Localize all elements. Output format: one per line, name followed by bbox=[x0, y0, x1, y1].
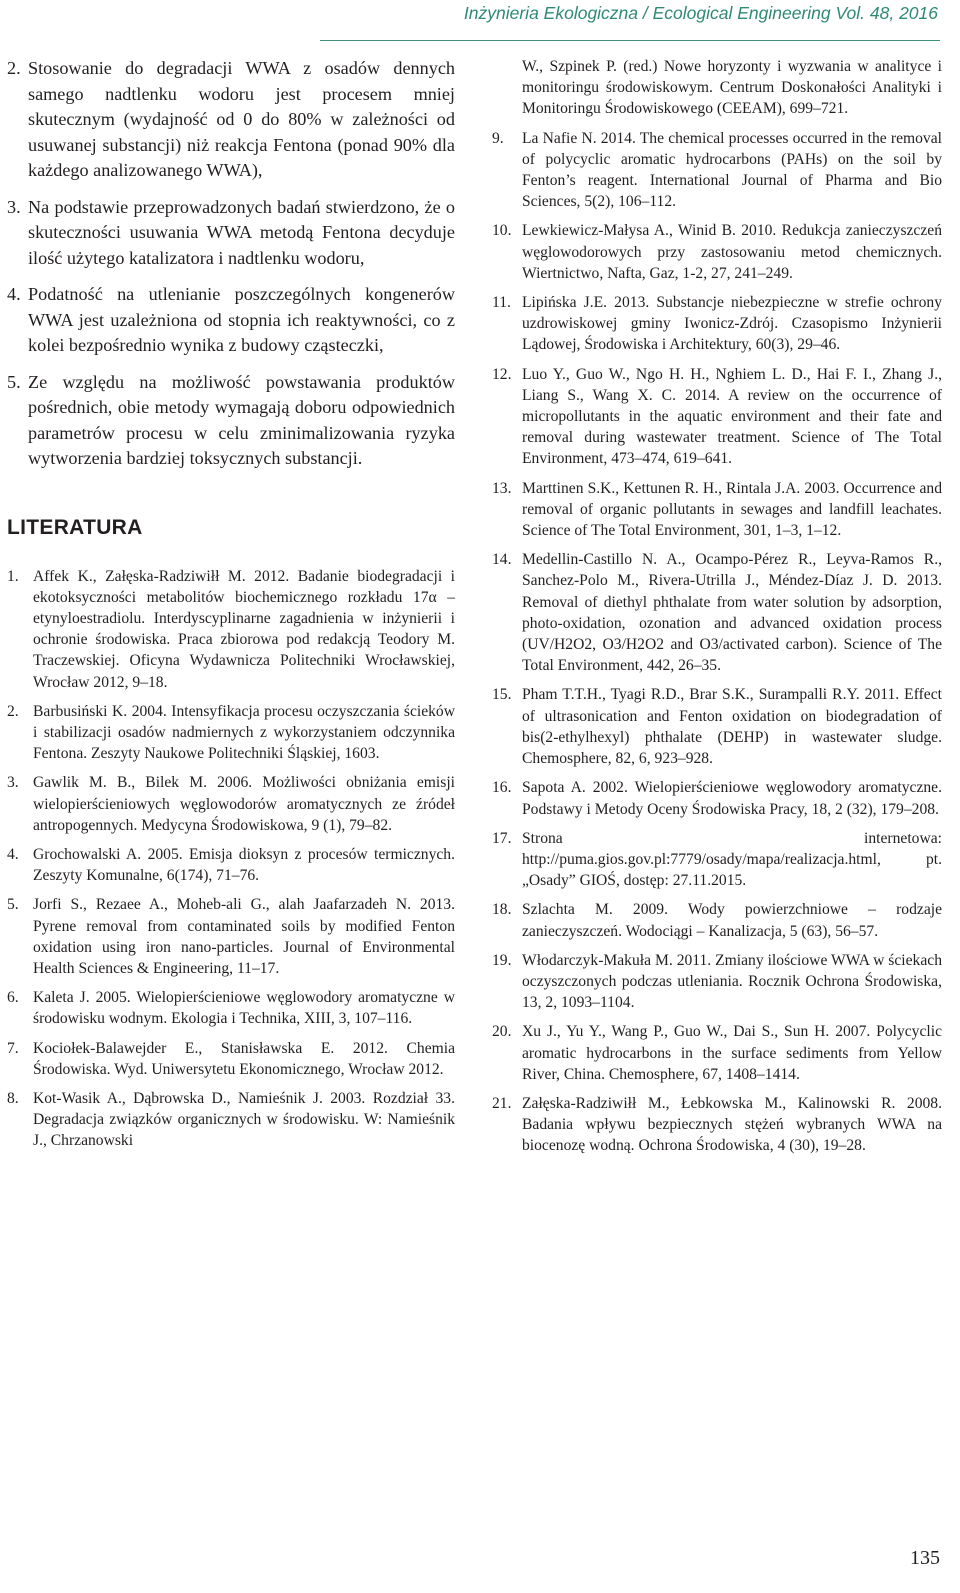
literature-heading: LITERATURA bbox=[7, 515, 143, 539]
left-column bbox=[7, 56, 455, 1160]
reference-text: Włodarczyk-Makuła M. 2011. Zmiany ilościowe WWA w ściekach oczyszczonych podczas utleniania. Rocznik Ochrona Środowiska, 13, 2, 1093–1104. bbox=[522, 951, 942, 1012]
reference-item bbox=[7, 566, 455, 693]
reference-item bbox=[7, 1038, 455, 1080]
reference-text: Medellin-Castillo N. A., Ocampo-Pérez R., Leyva-Ramos R., Sanchez-Polo M., Rivera-Utrilla J., Méndez-Díaz J. D. 2013. Removal of diethyl phthalate from water solution by adsorption, photo-oxidation, ozonation and advanced oxidation process (UV/H2O2, O3/H2O2 and O3/activated carbon). Science of The Total Environment, 442, 26–35. bbox=[522, 551, 942, 675]
reference-number: 14. bbox=[492, 551, 512, 569]
reference-number: 1. bbox=[7, 567, 19, 585]
reference-item bbox=[492, 478, 942, 542]
conclusion-item bbox=[7, 56, 455, 184]
reference-text: Załęska-Radziwiłł M., Łebkowska M., Kalinowski R. 2008. Badania wpływu bezpiecznych stężeń wybranych WWA na biocenozę wodną. Ochrona Środowiska, 4 (30), 19–28. bbox=[522, 1094, 942, 1155]
reference-item bbox=[492, 1093, 942, 1157]
reference-number: 20. bbox=[492, 1023, 512, 1041]
reference-text: Kaleta J. 2005. Wielopierścieniowe węglowodory aromatyczne w środowisku wodnym. Ekologia i Technika, XIII, 3, 107–116. bbox=[33, 989, 455, 1028]
reference-text: Gawlik M. B., Bilek M. 2006. Możliwości obniżania emisji wielopierścieniowych węglowodorów aromatycznych ze źródeł antropogennych. Medycyna Środowiskowa, 9 (1), 79–82. bbox=[33, 774, 455, 834]
reference-item bbox=[492, 128, 942, 213]
conclusion-text: Na podstawie przeprowadzonych badań stwierdzono, że o skuteczności usuwania WWA metodą Fentona decyduje ilość użytego katalizatora i nadtlenku wodoru, bbox=[28, 196, 455, 268]
reference-number: 9. bbox=[492, 129, 504, 147]
reference-item bbox=[492, 828, 942, 892]
conclusion-item bbox=[7, 370, 455, 472]
running-header bbox=[320, 0, 940, 41]
conclusion-text: Stosowanie do degradacji WWA z osadów dennych samego nadtlenku wodoru jest procesem mniej skutecznym (wydajność od 0 do 80% w zależności od usuwanej substancji) niż reakcja Fentona (ponad 90% dla każdego analizowanego WWA), bbox=[28, 58, 455, 180]
reference-number: 6. bbox=[7, 989, 19, 1007]
reference-number: 15. bbox=[492, 686, 512, 704]
reference-number: 2. bbox=[7, 702, 19, 720]
conclusion-number: 2. bbox=[7, 58, 21, 78]
reference-item bbox=[492, 220, 942, 284]
reference-text: Barbusiński K. 2004. Intensyfikacja procesu oczyszczania ścieków i stabilizacji osadów nadmiernych z wykorzystaniem odczynnika Fentona. Zeszyty Naukowe Politechniki Śląskiej, 1603. bbox=[33, 702, 455, 763]
reference-continuation: W., Szpinek P. (red.) Nowe horyzonty i wyzwania w analityce i monitoringu środowiskowym. Centrum Doskonałości Analityki i Monitoringu Środowiskowego (CEEAM), 699–721. bbox=[522, 58, 942, 118]
reference-number: 17. bbox=[492, 829, 512, 847]
reference-item bbox=[492, 549, 942, 676]
reference-text: Affek K., Załęska-Radziwiłł M. 2012. Badanie biodegradacji i ekotoksyczności metabolitów biochemicznego rozkładu 17α – etynyloestradiolu. Interdyscyplinarne zagadnienia w inżynierii i ochronie środowiska. Praca zbiorowa pod redakcją Teodory M. Traczewskiej. Oficyna Wydawnicza Politechniki Wrocławskiej, Wrocław 2012, 9–18. bbox=[33, 567, 455, 691]
reference-text: Sapota A. 2002. Wielopierścieniowe węglowodory aromatyczne. Podstawy i Metody Oceny Środowiska Pracy, 18, 2 (32), 179–208. bbox=[522, 779, 942, 818]
reference-text: Kot-Wasik A., Dąbrowska D., Namieśnik J. 2003. Rozdział 33. Degradacja związków organicznych w środowisku. W: Namieśnik J., Chrzanowski bbox=[33, 1089, 455, 1150]
reference-item bbox=[492, 292, 942, 356]
references-list-left bbox=[7, 566, 455, 1152]
reference-number: 21. bbox=[492, 1094, 512, 1112]
conclusion-item bbox=[7, 282, 455, 359]
reference-number: 5. bbox=[7, 896, 19, 914]
reference-text: Xu J., Yu Y., Wang P., Guo W., Dai S., Sun H. 2007. Polycyclic aromatic hydrocarbons in the surface sediments from Yellow River, China. Chemosphere, 67, 1408–1414. bbox=[522, 1023, 942, 1083]
page-number: 135 bbox=[910, 1547, 940, 1569]
reference-text: La Nafie N. 2014. The chemical processes occurred in the removal of polycyclic aromatic hydrocarbons (PAHs) on the soil by Fenton’s reagent. International Journal of Pharma and Bio Sciences, 5(2), 106–112. bbox=[522, 129, 942, 211]
conclusion-number: 3. bbox=[7, 196, 21, 217]
conclusions-list bbox=[7, 56, 455, 472]
reference-item bbox=[492, 364, 942, 470]
reference-item bbox=[492, 1021, 942, 1085]
reference-text: Strona internetowa: http://puma.gios.gov.pl:7779/osady/mapa/realizacja.html, pt. „Osady” GIOŚ, dostęp: 27.11.2015. bbox=[522, 829, 942, 890]
reference-text: Marttinen S.K., Kettunen R. H., Rintala J.A. 2003. Occurrence and removal of organic pollutants in sewages and landfill leachates. Science of The Total Environment, 301, 1–3, 1–12. bbox=[522, 479, 942, 540]
reference-text: Kociołek-Balawejder E., Stanisławska E. 2012. Chemia Środowiska. Wyd. Uniwersytetu Ekonomicznego, Wrocław 2012. bbox=[33, 1039, 455, 1078]
reference-number: 18. bbox=[492, 901, 512, 919]
reference-number: 4. bbox=[7, 845, 19, 863]
reference-number: 12. bbox=[492, 365, 512, 383]
reference-text: Szlachta M. 2009. Wody powierzchniowe – rodzaje zanieczyszczeń. Wodociągi – Kanalizacja, 5 (63), 56–57. bbox=[522, 901, 942, 940]
conclusion-number: 4. bbox=[7, 284, 21, 304]
reference-item bbox=[7, 701, 455, 765]
reference-item bbox=[7, 987, 455, 1029]
reference-number: 10. bbox=[492, 222, 512, 240]
journal-title: Inżynieria Ekologiczna / Ecological Engineering Vol. 48, 2016 bbox=[463, 3, 938, 23]
right-column bbox=[492, 56, 942, 1165]
reference-text: Grochowalski A. 2005. Emisja dioksyn z procesów termicznych. Zeszyty Komunalne, 6(174), 71–76. bbox=[33, 845, 455, 885]
reference-text: Pham T.T.H., Tyagi R.D., Brar S.K., Surampalli R.Y. 2011. Effect of ultrasonication and Fenton oxidation on biodegradation of bis(2-ethylhexyl) phthalate (DEHP) in wastewater sludge. Chemosphere, 82, 6, 923–928. bbox=[522, 686, 942, 768]
reference-number: 3. bbox=[7, 774, 19, 792]
reference-number: 13. bbox=[492, 479, 512, 497]
reference-number: 11. bbox=[492, 294, 511, 312]
reference-item bbox=[7, 844, 455, 886]
reference-item bbox=[492, 950, 942, 1014]
reference-item bbox=[7, 894, 455, 979]
reference-item bbox=[492, 899, 942, 941]
reference-item bbox=[492, 777, 942, 819]
conclusion-text: Ze względu na możliwość powstawania produktów pośrednich, obie metody wymagają doboru odpowiednich parametrów procesu w celu zminimalizowania ryzyka wytworzenia bardziej toksycznych substancji. bbox=[28, 371, 455, 468]
reference-number: 7. bbox=[7, 1039, 19, 1057]
reference-text: Lipińska J.E. 2013. Substancje niebezpieczne w strefie ochrony uzdrowiskowej gminy Iwonicz-Zdrój. Czasopismo Inżynierii Lądowej, Środowiska i Architektury, 60(3), 29–46. bbox=[522, 294, 942, 354]
conclusion-text: Podatność na utlenianie poszczególnych kongenerów WWA jest uzależniona od stopnia ich reaktywności, co z kolei bezpośrednio wynika z budowy cząsteczki, bbox=[28, 284, 455, 355]
conclusion-number: 5. bbox=[7, 371, 21, 392]
reference-number: 19. bbox=[492, 951, 512, 969]
reference-item bbox=[7, 772, 455, 836]
conclusion-item bbox=[7, 195, 455, 272]
reference-number: 8. bbox=[7, 1089, 19, 1107]
reference-item bbox=[492, 684, 942, 769]
reference-item bbox=[7, 1088, 455, 1152]
reference-number: 16. bbox=[492, 779, 512, 797]
reference-text: Luo Y., Guo W., Ngo H. H., Nghiem L. D., Hai F. I., Zhang J., Liang S., Wang X. C. 2014. A review on the occurrence of micropollutants in the aquatic environment and their fate and removal during wastewater treatment. Science of The Total Environment, 473–474, 619–641. bbox=[522, 365, 942, 468]
reference-text: Lewkiewicz-Małysa A., Winid B. 2010. Redukcja zanieczyszczeń węglowodorowych przy zastosowaniu metod chemicznych. Wiertnictwo, Nafta, Gaz, 1-2, 27, 241–249. bbox=[522, 222, 942, 282]
reference-text: Jorfi S., Rezaee A., Moheb-ali G., alah Jaafarzadeh N. 2013. Pyrene removal from contaminated soils by modified Fenton oxidation using iron nano-particles. Journal of Environmental Health Sciences & Engineering, 11–17. bbox=[33, 896, 455, 977]
